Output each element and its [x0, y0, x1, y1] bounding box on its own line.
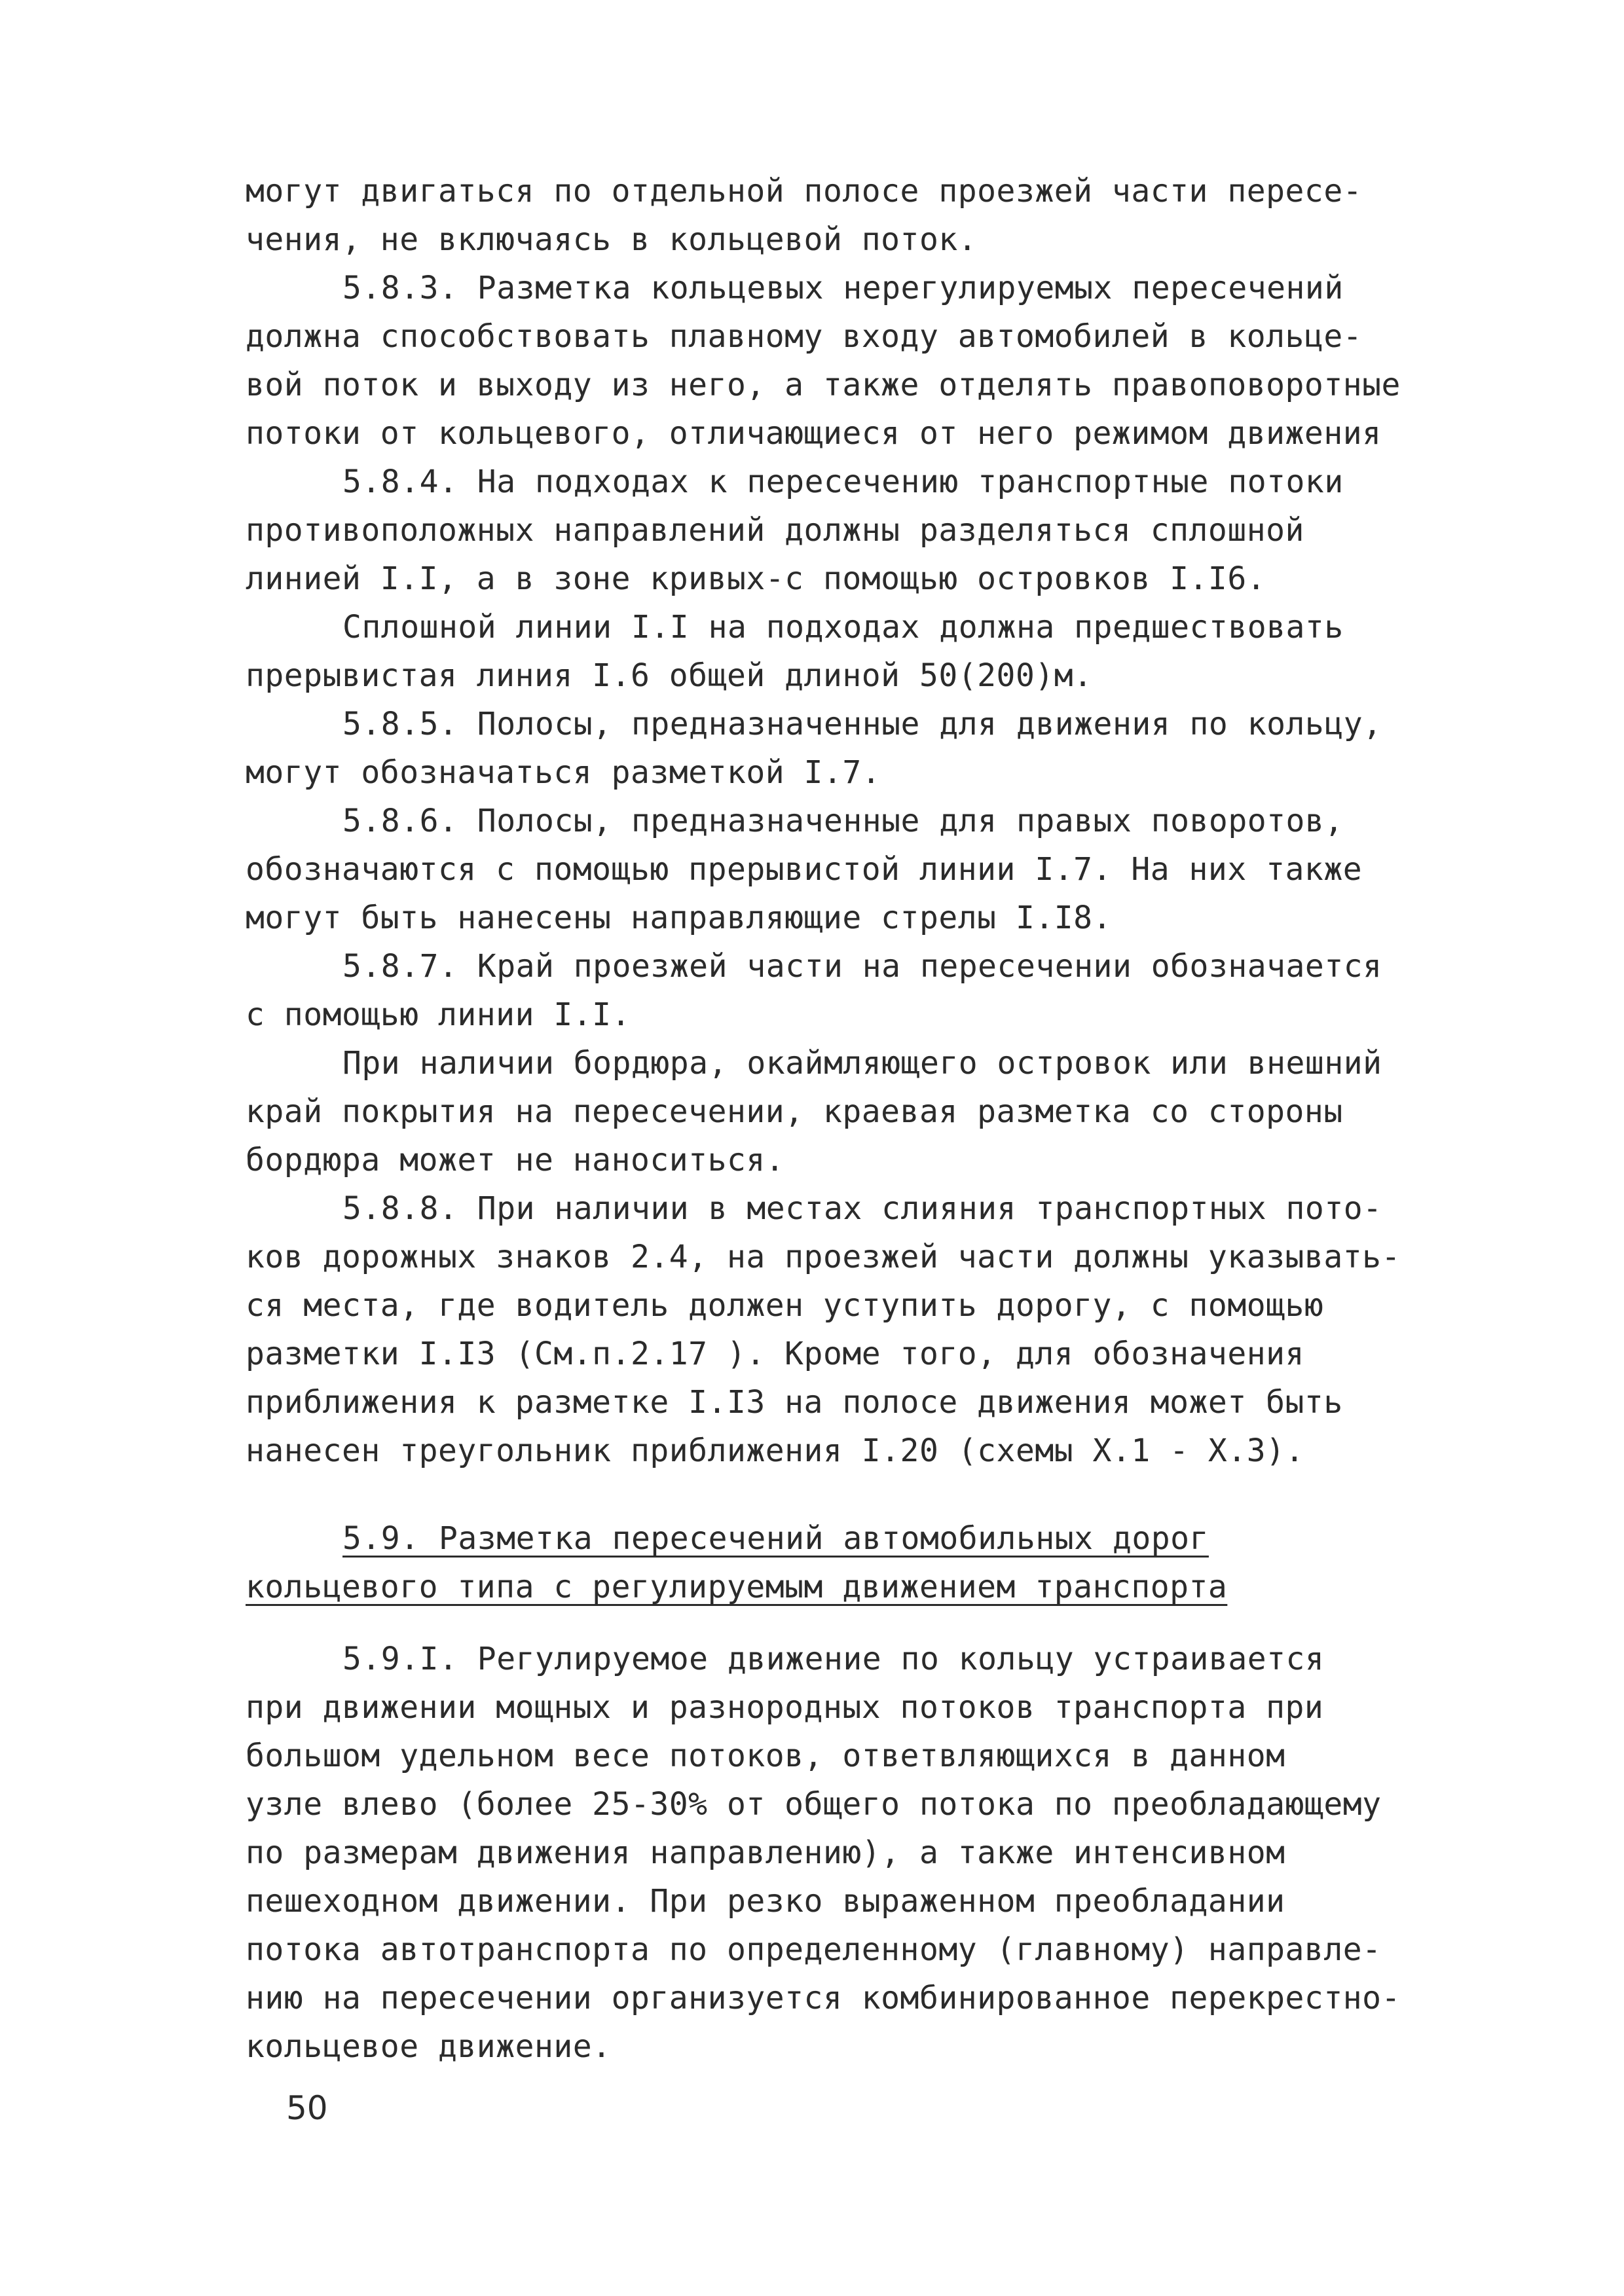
text-line: потоки от кольцевого, отличающиеся от него режимом движения: [246, 415, 1382, 452]
text-line: противоположных направлений должны разделяться сплошной: [246, 512, 1304, 549]
text-line: 5.8.5. Полосы, предназначенные для движения по кольцу,: [342, 706, 1382, 742]
section-spacer: [246, 1611, 1477, 1635]
text-line: потока автотранспорта по определенному (главному) направле-: [246, 1931, 1382, 1968]
text-line: 5.8.4. На подходах к пересечению транспортные потоки: [342, 464, 1344, 500]
body-text: [246, 167, 1477, 2071]
text-line: при движении мощных и разнородных потоков транспорта при: [246, 1689, 1324, 1726]
text-line: могут быть нанесены направляющие стрелы I.I8.: [246, 900, 1112, 936]
section-heading: 5.9. Разметка пересечений автомобильных дорог: [342, 1520, 1209, 1557]
text-line: прерывистая линия I.6 общей длиной 50(200)м.: [246, 657, 1093, 694]
text-line: могут двигаться по отдельной полосе проезжей части пересе-: [246, 173, 1363, 210]
text-line: 5.8.6. Полосы, предназначенные для правых поворотов,: [342, 803, 1344, 839]
text-line: нию на пересечении организуется комбинированное перекрестно-: [246, 1980, 1401, 2016]
section-spacer: [246, 1475, 1477, 1514]
text-line: При наличии бордюра, окаймляющего островок или внешний: [342, 1045, 1382, 1082]
text-line: узле влево (более 25-30% от общего потока по преобладающему: [246, 1786, 1382, 1823]
text-line: бордюра может не наноситься.: [246, 1142, 785, 1178]
text-line: по размерам движения направлению), а также интенсивном: [246, 1834, 1285, 1871]
text-line: ков дорожных знаков 2.4, на проезжей части должны указывать-: [246, 1239, 1401, 1275]
text-line: 5.9.I. Регулируемое движение по кольцу устраивается: [342, 1641, 1325, 1677]
text-line: 5.8.8. При наличии в местах слияния транспортных пото-: [342, 1190, 1382, 1227]
text-line: кольцевое движение.: [246, 2028, 612, 2065]
text-line: должна способствовать плавному входу автомобилей в кольце-: [246, 318, 1363, 355]
text-line: приближения к разметке I.I3 на полосе движения может быть: [246, 1384, 1343, 1421]
text-line: большом удельном весе потоков, ответвляющихся в данном: [246, 1738, 1285, 1774]
text-line: с помощью линии I.I.: [246, 996, 631, 1033]
text-line: край покрытия на пересечении, краевая разметка со стороны: [246, 1093, 1343, 1130]
text-line: 5.8.7. Край проезжей части на пересечении обозначается: [342, 948, 1382, 985]
text-line: могут обозначаться разметкой I.7.: [246, 754, 881, 791]
text-line: ся места, где водитель должен уступить дорогу, с помощью: [246, 1287, 1324, 1324]
section-heading: кольцевого типа с регулируемым движением транспорта: [246, 1569, 1228, 1605]
text-line: вой поток и выходу из него, а также отделять правоповоротные: [246, 367, 1401, 403]
page-number: 50: [286, 2089, 328, 2127]
text-line: линией I.I, а в зоне кривых-с помощью островков I.I6.: [246, 560, 1266, 597]
text-line: Сплошной линии I.I на подходах должна предшествовать: [342, 609, 1344, 646]
text-line: пешеходном движении. При резко выраженном преобладании: [246, 1883, 1285, 1920]
text-line: 5.8.3. Разметка кольцевых нерегулируемых пересечений: [342, 270, 1344, 306]
text-line: чения, не включаясь в кольцевой поток.: [246, 221, 978, 258]
text-line: обозначаются с помощью прерывистой линии I.7. На них также: [246, 851, 1363, 888]
text-line: нанесен треугольник приближения I.20 (схемы X.1 - X.3).: [246, 1432, 1304, 1469]
text-line: разметки I.I3 (См.п.2.17 ). Кроме того, для обозначения: [246, 1336, 1304, 1372]
